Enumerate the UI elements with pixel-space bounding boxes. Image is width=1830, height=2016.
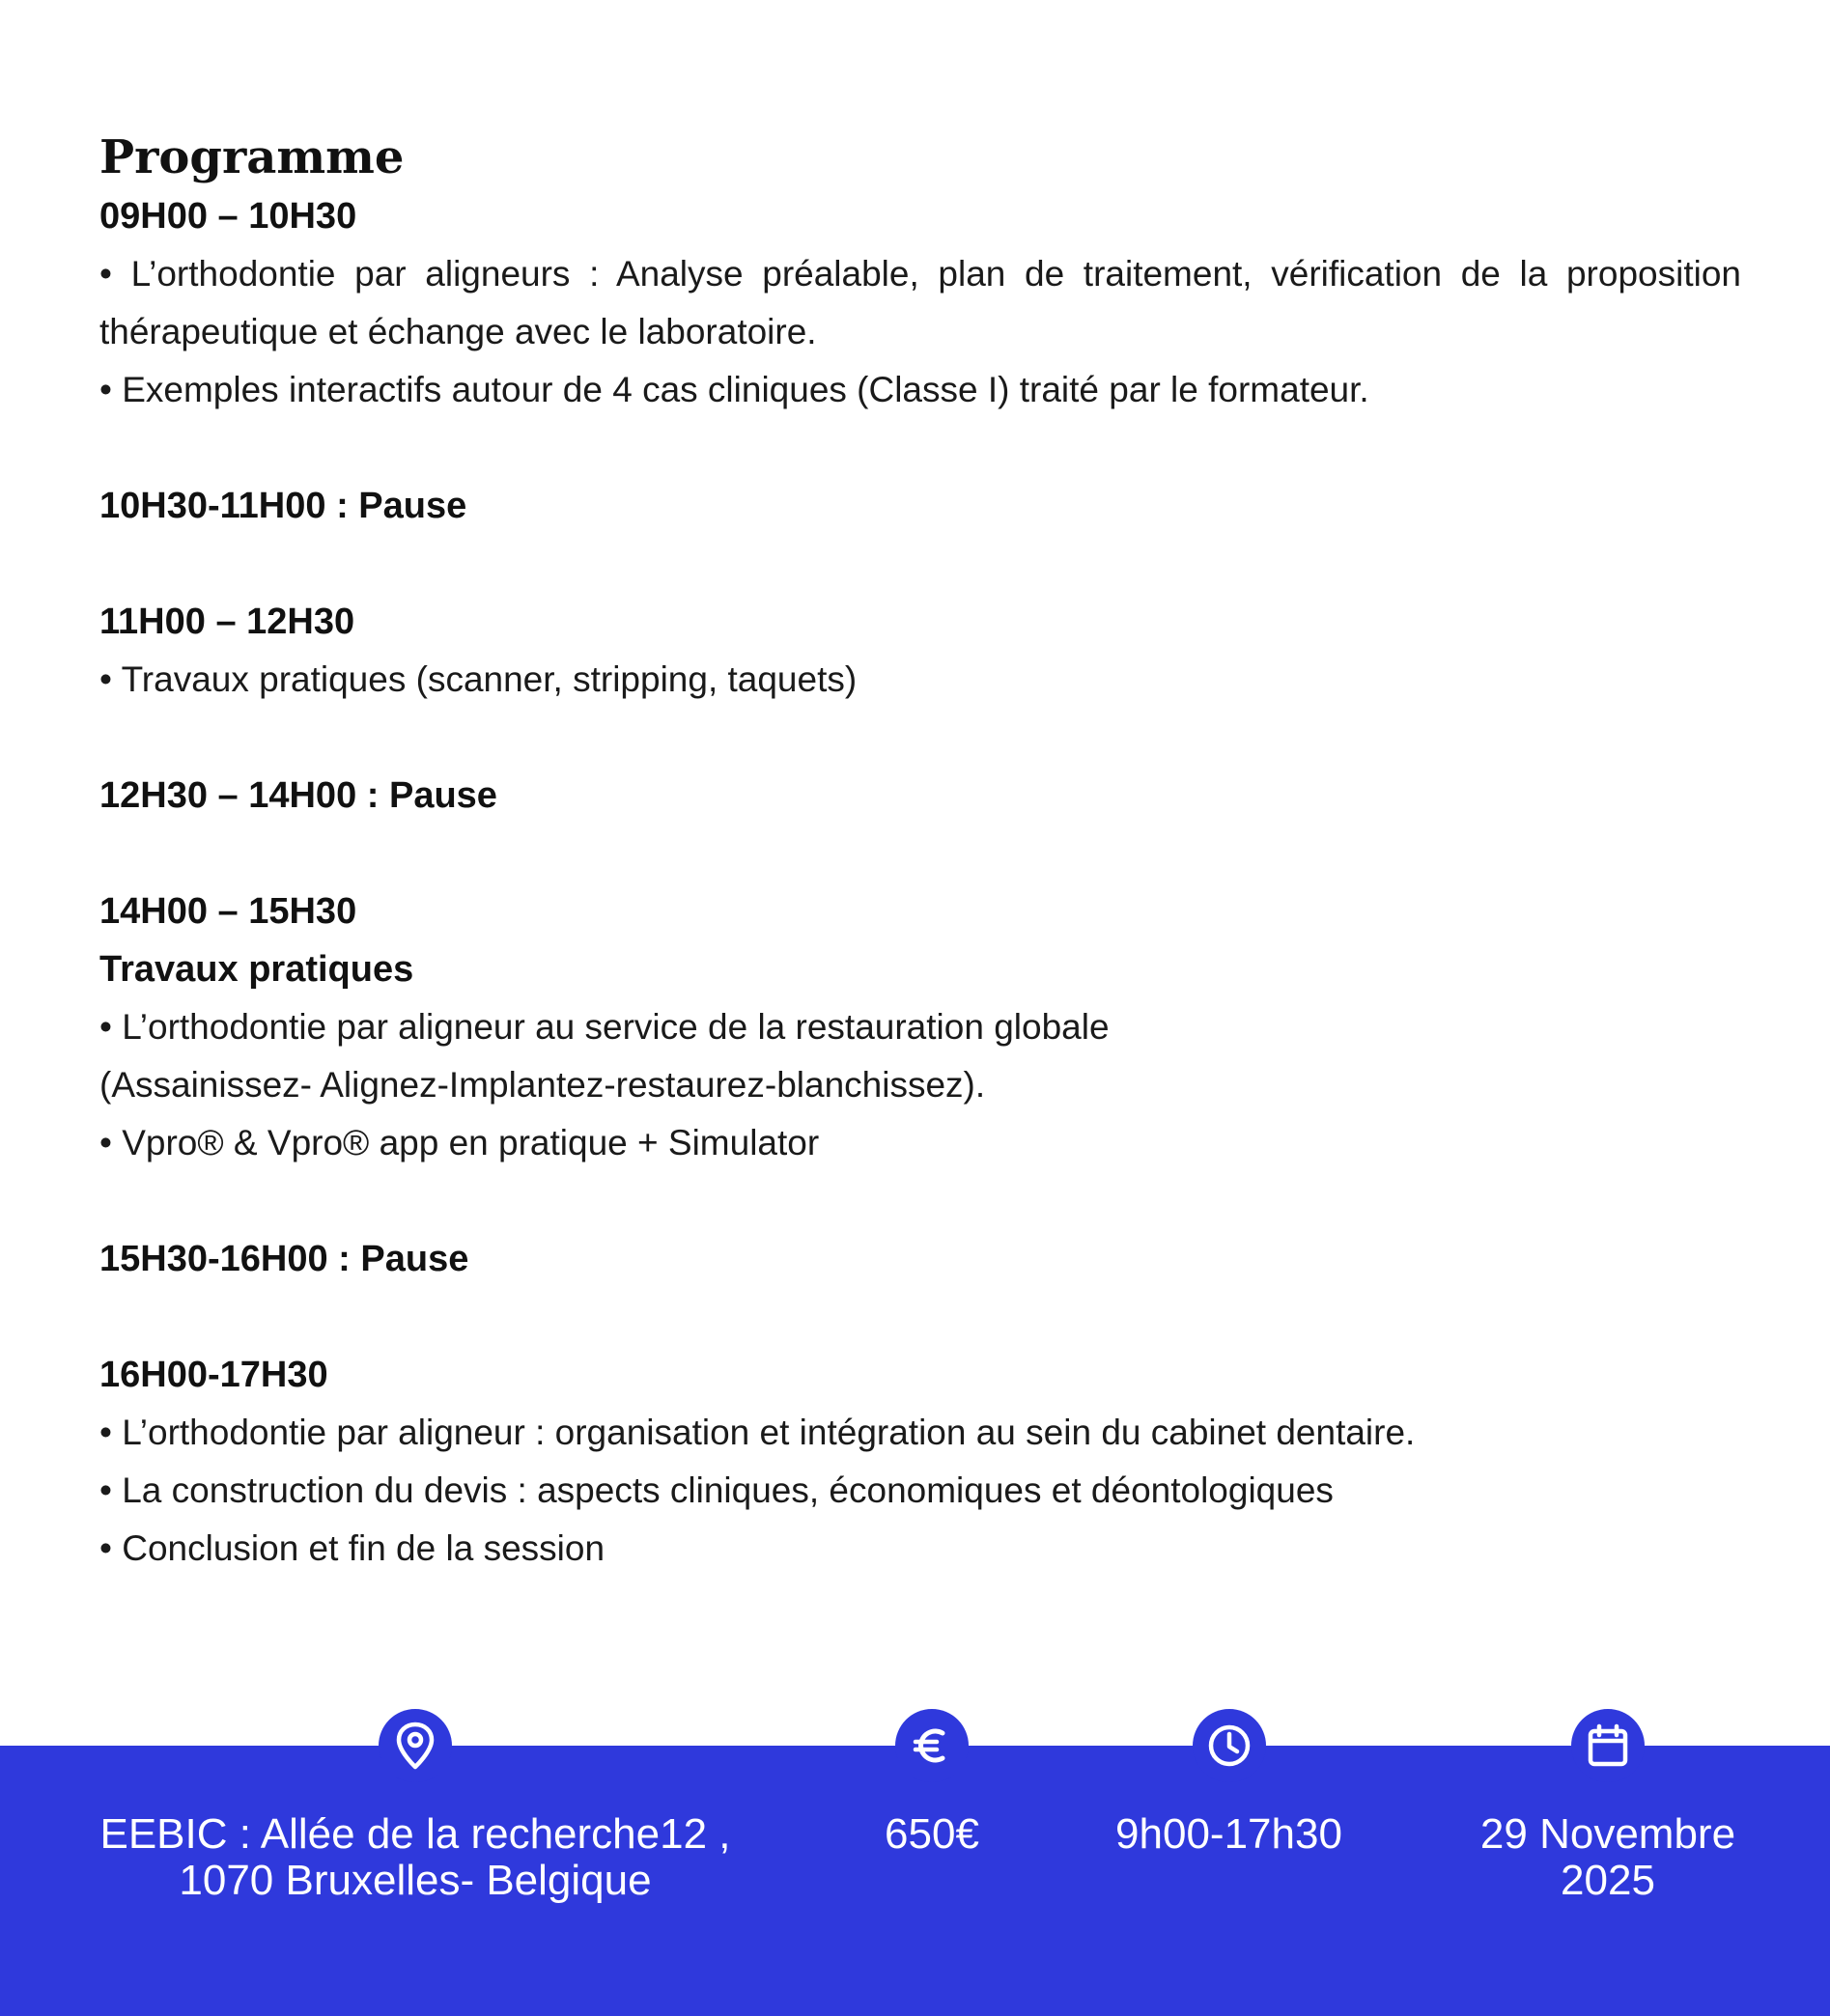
session-time: 09H00 – 10H30: [99, 196, 357, 237]
pause-block: [99, 477, 1741, 535]
session-line: • Travaux pratiques (scanner, stripping, taquets): [99, 659, 858, 699]
session-line: (Assainissez- Alignez-Implantez-restaurez-blanchissez).: [99, 1065, 986, 1105]
pause-block: [99, 767, 1741, 825]
location-line-2: 1070 Bruxelles- Belgique: [179, 1857, 652, 1904]
page-title: Programme: [99, 130, 405, 184]
session-block: [99, 1346, 1741, 1578]
euro-icon: [895, 1709, 969, 1782]
date-line-2: 2025: [1561, 1857, 1655, 1904]
session-line: • L’orthodontie par aligneur au service de la restauration globale: [99, 1007, 1110, 1047]
session-block: [99, 882, 1741, 1172]
session-time: 16H00-17H30: [99, 1355, 328, 1395]
calendar-icon: [1571, 1709, 1645, 1782]
info-price: [835, 1709, 1028, 1858]
session-block: [99, 187, 1741, 419]
session-line: • Conclusion et fin de la session: [99, 1528, 605, 1568]
session-line: • Exemples interactifs autour de 4 cas cliniques (Classe I) traité par le formateur.: [99, 370, 1369, 409]
price-text: 650€: [885, 1810, 979, 1858]
clock-icon: [1193, 1709, 1266, 1782]
session-block: [99, 593, 1741, 709]
location-line-1: EEBIC : Allée de la recherche12 ,: [99, 1810, 731, 1858]
pause-time: 12H30 – 14H00 : Pause: [99, 775, 497, 816]
info-hours: [1091, 1709, 1366, 1858]
programme-content: [99, 127, 1741, 1578]
session-line: • Vpro® & Vpro® app en pratique + Simulator: [99, 1123, 820, 1162]
pause-time: 15H30-16H00 : Pause: [99, 1239, 469, 1279]
session-line: • La construction du devis : aspects cliniques, économiques et déontologiques: [99, 1470, 1334, 1510]
info-location: [58, 1709, 773, 1904]
pause-time: 10H30-11H00 : Pause: [99, 486, 467, 526]
date-line-1: 29 Novembre: [1479, 1810, 1736, 1858]
session-time: 14H00 – 15H30: [99, 891, 357, 932]
pause-block: [99, 1230, 1741, 1288]
session-subheading: Travaux pratiques: [99, 949, 414, 990]
location-pin-icon: [379, 1709, 452, 1782]
info-date: [1429, 1709, 1787, 1904]
session-line: • L’orthodontie par aligneur : organisation et intégration au sein du cabinet dentaire.: [99, 1413, 1416, 1452]
session-time: 11H00 – 12H30: [99, 602, 355, 642]
session-line: • L’orthodontie par aligneurs : Analyse préalable, plan de traitement, vérification de la proposition thérapeutique et échange avec le laboratoire.: [99, 254, 1741, 351]
hours-text: 9h00-17h30: [1115, 1810, 1342, 1858]
